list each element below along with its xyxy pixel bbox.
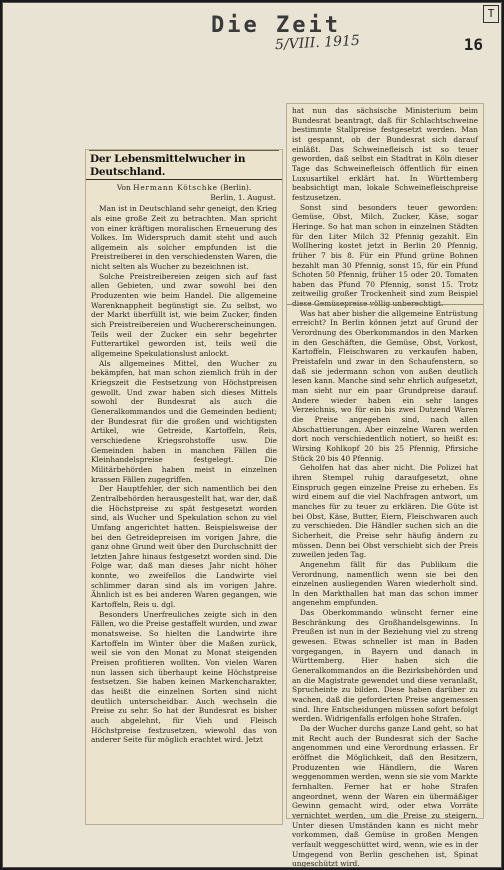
handwritten-date: 5/VIII. 1915 [274,32,361,54]
byline-author: Hermann Kötschke [133,183,218,192]
newspaper-masthead: Die Zeit [211,13,341,38]
byline-prefix: Von [116,183,131,192]
paragraph: Angenehm fällt für das Publikum die Verordnung, namentlich wenn sie bei den einzelnen ausliegenden Waren wiederholt sind. In den Markthallen hat man das schon immer angenehm empfunden. [292,559,478,608]
right-column-text [287,104,483,869]
scanned-page [2,2,502,868]
paragraph: Besonders Unerfreuliches zeigte sich in den Fällen, wo die Preise gestaffelt wurden, und zwar monatsweise. So hielten die Landwirte ihre Kartoffeln im Winter über die Maßen zurück, weil sie von den Monat zu Monat steigenden Preisen profitieren wollten. Von vielen Waren nun lassen sich überhaupt keine Höchstpreise festsetzen. Sie haben keinen Markencharakter, das heißt die einzelnen Sorten sind nicht deutlich unterscheidbar. Auch wechseln die Preise zu sehr. So hat der Bundesrat es bisher auch abgelehnt, für Vieh und Fleisch Höchstpreise festzusetzen, wiewohl das von anderer Seite für möglich erachtet wird. Jetzt [91,609,277,745]
left-column-text [86,202,282,745]
paragraph: Sonst sind besonders teuer geworden: Gemüse, Obst, Milch, Zucker, Käse, sogar Heringe. So hat man schon in einzelnen Städten für den Liter Milch 32 Pfennig gezahlt. Ein Wollhering kostet jetzt in Berlin 20 Pfennig, früher 7 bis 8. Für ein Pfund grüne Bohnen bezahlt man 30 Pfennig, sonst 15, für ein Pfund Schoten 50 Pfennig, früher 15 oder 20. Tomaten haben das Pfund 70 Pfennig, sonst 15. Trotz zeitweilig großer Trockenheit sind zum Beispiel [292,202,478,299]
corner-mark: T [483,5,499,23]
paragraph: Der Hauptfehler, der sich namentlich bei den Zentralbehörden herausgestellt hat, war der, daß die Höchstpreise zu spät festgesetzt worden sind, als Wucher und Spekulation schon zu viel Umfang angerichtet hatten. Beispielsweise der bei den Getreidepreisen im vorigen Jahre, die ganz ohne Grund weit über den Durchschnitt der letzten Jahre hinaus festgesetzt worden sind. Die Folge war, daß man dieses Jahr nicht höher konnte, wo zweifellos die Landwirte viel schlimmer daran sind als im vorigen Jahre. Ähnlich ist es bei anderen Waren gegangen, wie Kartoffeln, Reis u. dgl. [91,484,277,610]
clipping-right-column [287,104,483,869]
clipping-left-column [86,150,282,824]
article-headline: Der Lebensmittelwucher in Deutschland. [86,151,282,180]
paragraph: Geholfen hat das aber nicht. Die Polizei hat ihren Stempel ruhig daraufgesetzt, ohne Einspruch gegen einzelne Preise zu erheben. Es wird einem auf die viel Nachfragen antwort, um manches für zu teuer zu erklären. Die Güte ist bei Obst, Käse, Butter, Eiern, Fleischwaren auch zu verschieden. Die Händler suchen sich an die Sicherheit, die Preise sehr häufig ändern zu müssen. Denn bei Obst verschiebt sich der Preis zuweilen jeden Tag. [292,463,478,560]
byline-place: (Berlin). [220,183,252,192]
fold-line [287,304,483,305]
article-byline [86,183,282,193]
paragraph: Das Oberkommando wünscht ferner eine Beschränkung des Großhandelsgewinns. In Preußen ist nun in der Beziehung viel zu streng gewesen. Etwas schneller ist man in Baden vorgegangen, in Bayern und danach in Württemberg. Hier haben sich die Generalkommandos an die Bezirksbehörden und an die Magistrate gewendet und diese veranlaßt, Sprucheinte zu bilden. Diese haben darüber zu wachen, daß die geforderten Preise angemessen sind. Ihre Entscheidungen müssen sofort befolgt werden. Widrigenfalls erfolgen hohe Strafen. [292,608,478,724]
paragraph: hat nun das sächsische Ministerium beim Bundesrat beantragt, daß für Schlachtschweine bestimmte Stallpreise festgesetzt werden. Man ist gespannt, ob der Bundesrat sich darauf einläßt. Das Schweinefleisch ist so teuer geworden, daß selbst ein Stadtrat in Köln dieser Tage das Schweinefleisch öffentlich für einen Luxusartikel erklärt hat. In Württemberg beabsichtigt man, lokale Schweinefleischpreise festzusetzen. [292,106,478,202]
paragraph: Da der Wucher durchs ganze Land geht, so hat mit Recht auch der Bundesrat sich der Sache angenommen und eine Verordnung erlassen. Er eröffnet die Möglichkeit, daß den Besitzern, Produzenten wie Händlern, die Waren weggenommen werden, wenn sie sie vom Markte fernhalten. Ferner hat er hohe Strafen angeordnet, wenn der Waren ein übermäßiger Gewinn gemacht wird, oder etwa Vorräte vernichtet werden, um die Preise zu steigern. Unter diesen Umständen kann es nicht mehr vorkommen, daß Gemüse in großen Mengen verfault weggeschüttet wird, wenn, wie es in der Umgegend von Berlin geschehen ist, Spinat ungeschützt wird. [292,724,478,869]
paragraph: Solche Preistreibereien zeigen sich auf fast allen Gebieten, und zwar sowohl bei den Produzenten wie beim Handel. Die allgemeine Warenknappheit begünstigt sie. Zu selbst, wo der Markt überfüllt ist, wie beim Zucker, finden sich Preistreibereien und Wuchererscheinungen. Teils weil der Zucker ein sehr begehrter Futterartikel geworden ist, teils weil die allgemeine Spekulationslust anlockt. [91,271,277,359]
paragraph: Man ist in Deutschland sehr geneigt, den Krieg als eine große Zeit zu betrachten. Man spricht von einer kräftigen moralischen Erneuerung des Volkes. Im Widerspruch damit steht und auch allgemein als solcher empfunden ist die Preistreiberei in den verschiedensten Waren, die nicht selten als Wucher zu bezeichnen ist. [91,204,277,272]
paragraph: Was hat aber bisher die allgemeine Entrüstung erreicht? In Berlin können jetzt auf Grund der Verordnung des Oberkommandos in den Marken in den Geschäften, die Gemüse, Obst, Vorkost, Kartoffeln, Fleischwaren zu verkaufen haben, Preistafeln und zwar in den Schaufenstern, so daß sie jedermann schon von außen deutlich lesen kann. Manche sind sehr ehrlich aufgesetzt, man sieht nur ein paar Grundpreise darauf. Andere wieder haben ein sehr langes Verzeichnis, wo für ein bis zwei Dutzend Waren die Preise angegeben sind, nach allen Abschattierungen. Aber einzelne Waren werden dort noch verschiedentlich notiert, so heißt es: Wirsing Kohlkopf 20 bis 25 Pfennig, Pfirsiche Stück 20 bis 40 Pfennig. [292,308,478,463]
article-dateline: Berlin, 1. August. [210,192,276,202]
paragraph: Als allgemeines Mittel, den Wucher zu bekämpfen, hat man schon ziemlich früh in der Kriegszeit die Festsetzung von Höchstpreisen gewollt. Und zwar haben sich dieses Mittels sowohl der Bundesrat als auch die Generalkommandos und die Gemeinden bedient; der Bundesrat für die großen und wichtigsten Artikel, wie Getreide, Kartoffeln, Reis, verschiedene Kriegsrohstoffe usw. Die Gemeinden haben in manchen Fällen die Kleinhandelspreise festgelegt. Die Militärbehörden haben meist in einzelnen krassen Fällen zugegriffen. [91,358,277,484]
page-number: 16 [463,35,483,54]
